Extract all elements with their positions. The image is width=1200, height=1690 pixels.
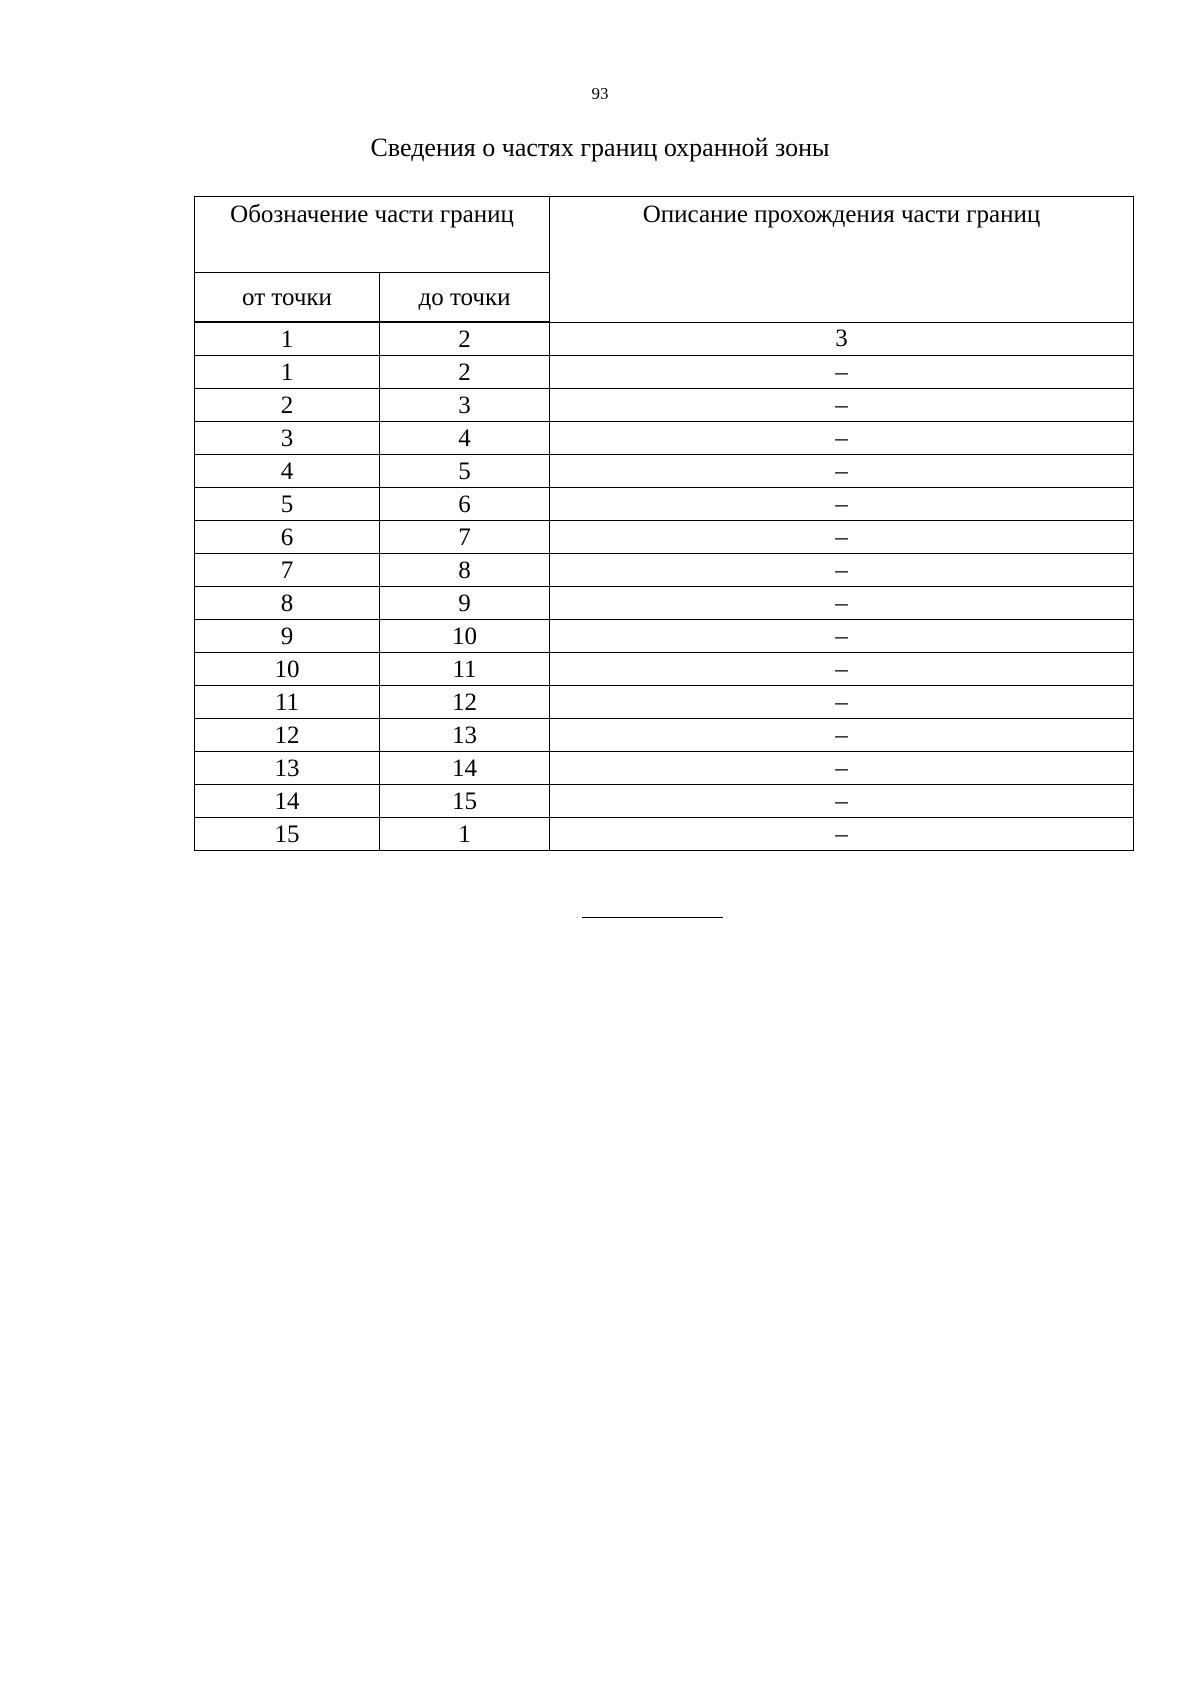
cell-from-point: 5 xyxy=(195,488,380,521)
page-number: 93 xyxy=(591,84,609,103)
cell-to-point: 4 xyxy=(380,422,550,455)
header-boundary-part-designation: Обозначение части границ xyxy=(195,197,550,273)
table-row xyxy=(195,620,1134,653)
cell-from-point: 8 xyxy=(195,587,380,620)
cell-from-point: 14 xyxy=(195,785,380,818)
cell-to-point: 7 xyxy=(380,521,550,554)
cell-to-point: 11 xyxy=(380,653,550,686)
cell-description: – xyxy=(550,587,1134,620)
cell-description: – xyxy=(550,620,1134,653)
end-divider-line xyxy=(582,917,723,918)
cell-description: – xyxy=(550,818,1134,851)
cell-description: – xyxy=(550,455,1134,488)
cell-description: – xyxy=(550,752,1134,785)
cell-to-point: 14 xyxy=(380,752,550,785)
cell-from-point: 11 xyxy=(195,686,380,719)
cell-to-point: 12 xyxy=(380,686,550,719)
cell-to-point: 1 xyxy=(380,818,550,851)
cell-from-point: 6 xyxy=(195,521,380,554)
page-title: Сведения о частях границ охранной зоны xyxy=(370,133,830,162)
table-row xyxy=(195,389,1134,422)
cell-from-point: 15 xyxy=(195,818,380,851)
cell-from-point: 4 xyxy=(195,455,380,488)
cell-to-point: 10 xyxy=(380,620,550,653)
cell-to-point: 3 xyxy=(380,389,550,422)
table-row xyxy=(195,455,1134,488)
column-number-row xyxy=(195,322,1134,356)
table-row xyxy=(195,752,1134,785)
table-body xyxy=(195,322,1134,851)
cell-from-point: 12 xyxy=(195,719,380,752)
cell-from-point: 7 xyxy=(195,554,380,587)
header-to-point: до точки xyxy=(380,273,550,323)
cell-to-point: 9 xyxy=(380,587,550,620)
table-row xyxy=(195,818,1134,851)
cell-description: – xyxy=(550,719,1134,752)
table-row xyxy=(195,653,1134,686)
table-row xyxy=(195,422,1134,455)
cell-from-point: 13 xyxy=(195,752,380,785)
cell-description: – xyxy=(550,653,1134,686)
column-number-3: 3 xyxy=(550,322,1134,356)
cell-to-point: 6 xyxy=(380,488,550,521)
table-row xyxy=(195,686,1134,719)
boundary-parts-table xyxy=(194,196,1134,851)
cell-to-point: 2 xyxy=(380,356,550,389)
cell-to-point: 15 xyxy=(380,785,550,818)
cell-description: – xyxy=(550,389,1134,422)
cell-from-point: 3 xyxy=(195,422,380,455)
cell-description: – xyxy=(550,356,1134,389)
table-row xyxy=(195,587,1134,620)
table-row xyxy=(195,719,1134,752)
header-from-point: от точки xyxy=(195,273,380,323)
table-row xyxy=(195,488,1134,521)
table-row xyxy=(195,785,1134,818)
cell-description: – xyxy=(550,686,1134,719)
cell-description: – xyxy=(550,785,1134,818)
cell-description: – xyxy=(550,488,1134,521)
cell-to-point: 8 xyxy=(380,554,550,587)
cell-from-point: 10 xyxy=(195,653,380,686)
column-number-2: 2 xyxy=(380,322,550,356)
cell-description: – xyxy=(550,422,1134,455)
cell-to-point: 5 xyxy=(380,455,550,488)
table-header xyxy=(195,197,1134,323)
cell-description: – xyxy=(550,554,1134,587)
cell-from-point: 2 xyxy=(195,389,380,422)
cell-from-point: 9 xyxy=(195,620,380,653)
table-row xyxy=(195,554,1134,587)
cell-from-point: 1 xyxy=(195,356,380,389)
table-row xyxy=(195,356,1134,389)
header-boundary-part-description: Описание прохождения части границ xyxy=(550,197,1134,323)
table-row xyxy=(195,521,1134,554)
cell-description: – xyxy=(550,521,1134,554)
cell-to-point: 13 xyxy=(380,719,550,752)
column-number-1: 1 xyxy=(195,322,380,356)
